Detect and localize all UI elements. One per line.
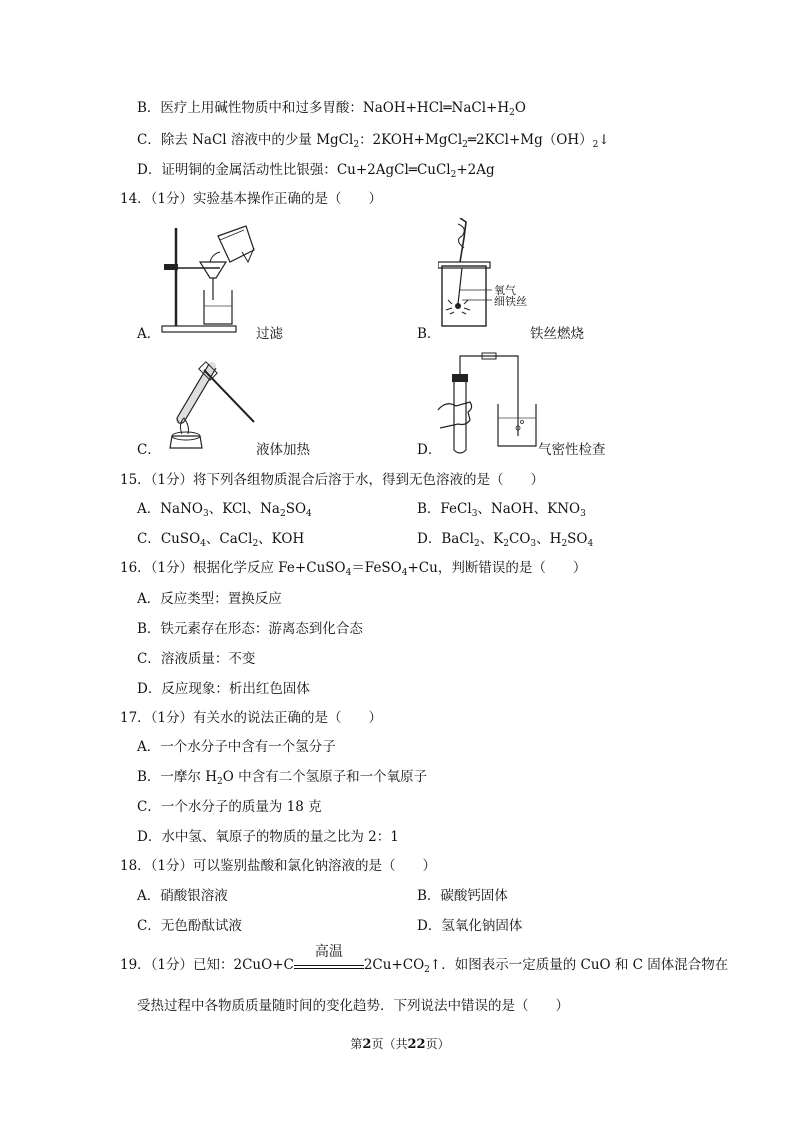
q18-option-c: C．无色酚酞试液 — [137, 918, 242, 934]
q19-stem-line2: 受热过程中各物质质量随时间的变化趋势．下列说法中错误的是（ ） — [137, 998, 569, 1014]
q14-option-c-caption: 液体加热 — [256, 442, 310, 458]
q16-option-d: D．反应现象：析出红色固体 — [137, 681, 310, 697]
q14-stem: 14．（1分）实验基本操作正确的是（ ） — [120, 191, 383, 207]
q16-option-b: B．铁元素存在形态：游离态到化合态 — [137, 621, 363, 637]
q15-option-d: D．BaCl$_2$、$K_2CO_3$、$H_2SO_4$ — [417, 531, 594, 549]
filtration-figure — [160, 222, 270, 334]
q18-option-b: B．碳酸钙固体 — [417, 888, 508, 904]
q16-stem: 16．（1分）根据化学反应 Fe+CuSO$_4$＝FeSO$_4$+Cu，判断错误的是（ ） — [120, 560, 587, 578]
q17-stem: 17．（1分）有关水的说法正确的是（ ） — [120, 710, 383, 726]
q15-option-b: B．FeCl$_3$、NaOH、$KNO_3$ — [417, 501, 586, 519]
liquid-heating-figure — [160, 356, 260, 456]
q14-option-d-letter: D． — [417, 442, 442, 458]
q13-option-b: B．医疗上用碱性物质中和过多胃酸：$NaOH+HCl═NaCl+H_2O$ — [137, 100, 526, 118]
iron-wire-combustion-figure — [438, 218, 558, 330]
q14-option-c-letter: C． — [137, 442, 161, 458]
q14-option-a-letter: A． — [137, 326, 161, 342]
page-footer: 第2页（共22页） — [350, 1037, 450, 1052]
q16-option-c: C．溶液质量：不变 — [137, 651, 256, 667]
q16-option-a: A．反应类型：置换反应 — [137, 591, 282, 607]
q15-option-c: C．CuSO$_4$、CaCl$_2$、KOH — [137, 531, 305, 549]
q15-option-a: A．NaNO$_3$、KCl、$Na_2SO_4$ — [137, 501, 312, 519]
q18-stem: 18．（1分）可以鉴别盐酸和氯化钠溶液的是（ ） — [120, 858, 437, 874]
q15-stem: 15．（1分）将下列各组物质混合后溶于水，得到无色溶液的是（ ） — [120, 472, 545, 488]
q17-option-b: B．一摩尔 $H_2O$ 中含有二个氢原子和一个氧原子 — [137, 769, 428, 787]
airtightness-check-figure — [436, 350, 546, 458]
q14-option-b-caption: 铁丝燃烧 — [530, 326, 584, 342]
oxygen-label: 氧气 — [494, 284, 516, 297]
q14-option-a-caption: 过滤 — [256, 326, 283, 342]
q14-option-d-caption: 气密性检查 — [538, 442, 606, 458]
q18-option-a: A．硝酸银溶液 — [137, 888, 228, 904]
q13-option-c: C．除去 NaCl 溶液中的少量 MgCl$_2$：$2KOH+MgCl_2═2KCl+Mg(OH)_2↓$ — [137, 132, 610, 150]
iron-wire-label: 细铁丝 — [494, 295, 527, 308]
q17-option-d: D．水中氢、氧原子的物质的量之比为 2：1 — [137, 829, 399, 845]
reaction-condition: 高温 — [294, 957, 364, 975]
q14-option-b-letter: B． — [417, 326, 441, 342]
q17-option-c: C．一个水分子的质量为 18 克 — [137, 799, 322, 815]
q19-stem-line1: 19．（1分）已知：2CuO+C 高温 $2Cu+CO_2↑$．如图表示一定质量的 CuO 和 C 固体混合物在 — [120, 943, 729, 975]
q18-option-d: D．氢氧化钠固体 — [417, 918, 523, 934]
q17-option-a: A．一个水分子中含有一个氢分子 — [137, 739, 336, 755]
q13-option-d: D．证明铜的金属活动性比银强：Cu+2AgCl═CuCl$_2$+2Ag — [137, 162, 495, 180]
